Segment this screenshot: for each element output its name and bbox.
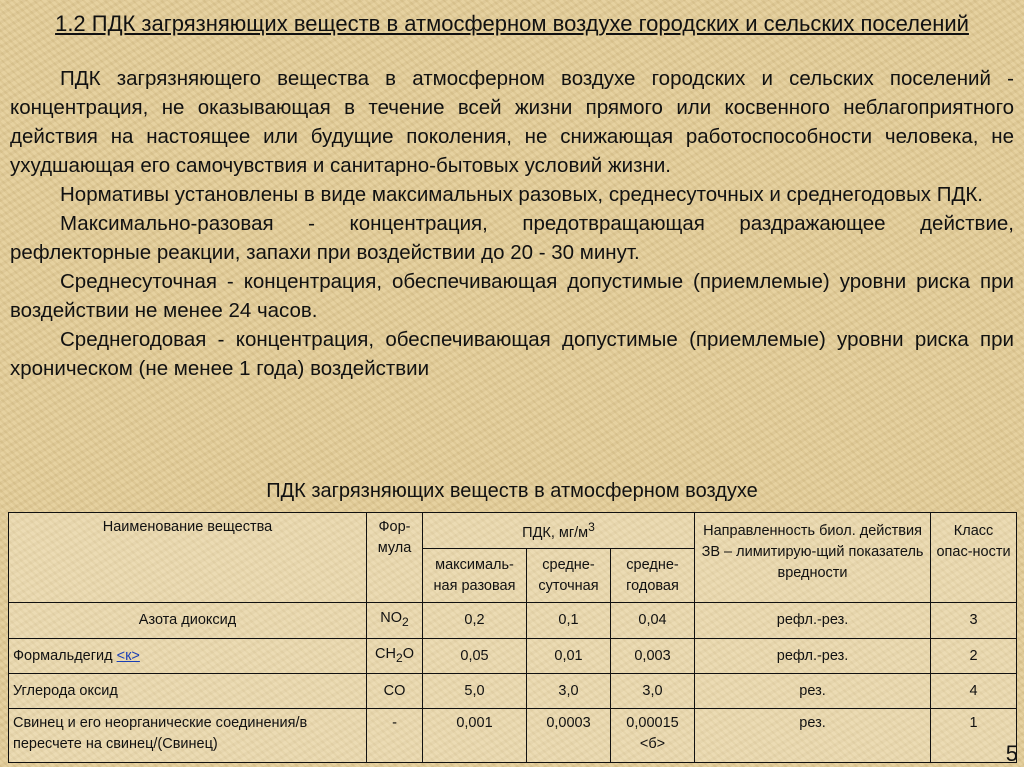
header-pdk-sup: 3: [588, 520, 595, 534]
cell-direction: рефл.-рез.: [695, 603, 931, 639]
cell-yearly-value: 0,00015: [626, 715, 679, 731]
pdk-table: [8, 512, 1017, 763]
cell-direction: рез.: [695, 709, 931, 763]
table-row: [9, 603, 1017, 639]
cell-formula: [367, 639, 423, 674]
header-class: Класс опас-ности: [931, 513, 1017, 603]
body-text: [10, 64, 1014, 383]
cell-name: Азота диоксид: [9, 603, 367, 639]
formula-base: NO: [380, 610, 403, 627]
formula-sub: 2: [402, 614, 409, 629]
cell-yearly-note: <б>: [639, 736, 666, 752]
header-daily: средне-суточная: [527, 549, 611, 603]
reference-link[interactable]: <к>: [116, 647, 140, 664]
cell-max: 5,0: [423, 674, 527, 709]
paragraph-norms: Нормативы установлены в виде максимальных разовых, среднесуточных и среднегодовых ПДК.: [60, 183, 984, 206]
cell-name: Углерода оксид: [9, 674, 367, 709]
formula-tail: O: [402, 645, 414, 662]
cell-formula: CO: [367, 674, 423, 709]
header-yearly: средне-годовая: [611, 549, 695, 603]
formula-base: CH: [375, 645, 396, 662]
header-pdk: [423, 513, 695, 549]
cell-class: 3: [931, 603, 1017, 639]
cell-class: 2: [931, 639, 1017, 674]
paragraph-yearly: Среднегодовая - концентрация, обеспечивающая допустимые (приемлемые) уровни риска при хроническом (не менее 1 года) воздействии: [10, 328, 1014, 380]
cell-yearly: 3,0: [611, 674, 695, 709]
paragraph-max-single: Максимально-разовая - концентрация, предотвращающая раздражающее действие, рефлекторные реакции, запахи при воздействии до 20 - 30 минут.: [10, 212, 1014, 264]
cell-class: 1: [931, 709, 1017, 763]
cell-max: 0,05: [423, 639, 527, 674]
cell-daily: 0,01: [527, 639, 611, 674]
header-name: Наименование вещества: [9, 513, 367, 603]
header-max: максималь-ная разовая: [423, 549, 527, 603]
cell-daily: 0,1: [527, 603, 611, 639]
header-pdk-label: ПДК, мг/м: [522, 524, 589, 541]
header-direction: Направленность биол. действия ЗВ – лимитирую-щий показатель вредности: [695, 513, 931, 603]
paragraph-daily: Среднесуточная - концентрация, обеспечивающая допустимые (приемлемые) уровни риска при воздействии не менее 24 часов.: [10, 270, 1014, 322]
cell-daily: 3,0: [527, 674, 611, 709]
cell-formula: [367, 603, 423, 639]
paragraph-definition: ПДК загрязняющего вещества в атмосферном воздухе городских и сельских поселений - концентрация, не оказывающая в течение всей жизни прямого или косвенного неблагоприятного действия на настоящее или будущие поколения, не снижающая работоспособности человека, не ухудшающая его самочувствия и санитарно-бытовых условий жизни.: [10, 67, 1014, 177]
cell-max: 0,2: [423, 603, 527, 639]
cell-name-text: Формальдегид: [13, 647, 113, 664]
cell-name: Свинец и его неорганические соединения/в пересчете на свинец/(Свинец): [9, 709, 367, 763]
cell-yearly: 0,003: [611, 639, 695, 674]
cell-direction: рез.: [695, 674, 931, 709]
cell-yearly: 0,04: [611, 603, 695, 639]
table-row: [9, 709, 1017, 763]
cell-class: 4: [931, 674, 1017, 709]
cell-max: 0,001: [423, 709, 527, 763]
cell-direction: рефл.-рез.: [695, 639, 931, 674]
table-title: ПДК загрязняющих веществ в атмосферном воздухе: [266, 480, 758, 502]
page-number: 5: [1005, 741, 1018, 766]
header-formula: Фор-мула: [367, 513, 423, 603]
formula-sub: 2: [395, 650, 403, 665]
cell-formula: -: [367, 709, 423, 763]
table-row: [9, 639, 1017, 674]
table-row: [9, 674, 1017, 709]
cell-yearly: [611, 709, 695, 763]
cell-daily: 0,0003: [527, 709, 611, 763]
page-title: 1.2 ПДК загрязняющих веществ в атмосферном воздухе городских и сельских поселений: [55, 11, 969, 36]
cell-name: [9, 639, 367, 674]
